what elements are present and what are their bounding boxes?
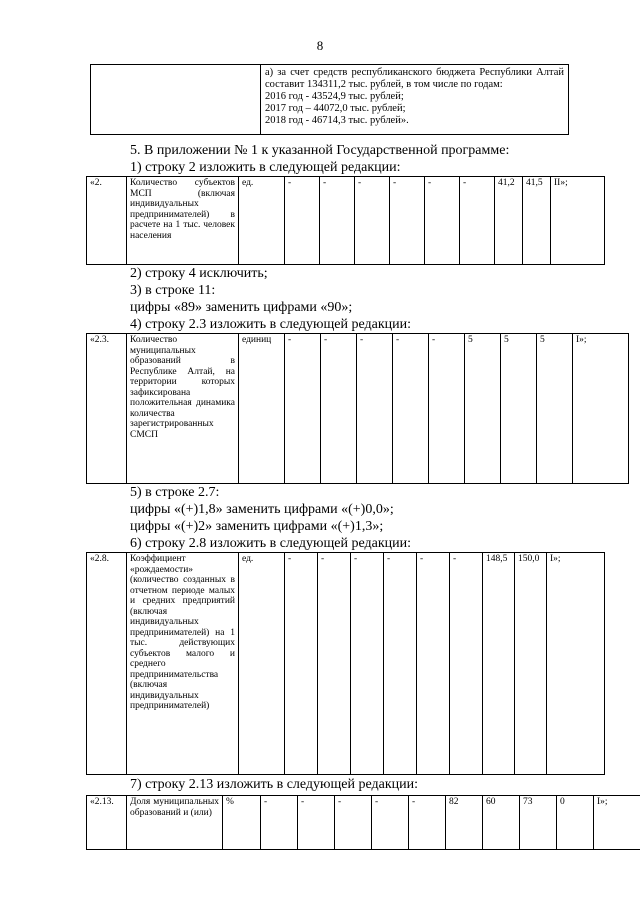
row-value: - (429, 334, 465, 484)
table-row-2 (86, 176, 605, 265)
row-value: - (409, 796, 446, 850)
text-line: цифры «(+)1,8» заменить цифрами «(+)0,0»; (130, 502, 394, 517)
text-line: 1) строку 2 изложить в следующей редакции: (130, 160, 401, 175)
row-last: I»; (573, 334, 629, 484)
row-value: 148,5 (483, 553, 515, 775)
row-name: Доля муниципальных образований и (или) (127, 796, 223, 850)
row-value: 5 (465, 334, 501, 484)
row-value: - (390, 177, 425, 265)
text-line: 2) строку 4 исключить; (130, 266, 268, 281)
row-value: 41,2 (495, 177, 523, 265)
page-number: 8 (316, 38, 324, 53)
row-value: 150,0 (515, 553, 547, 775)
row-value: 0 (557, 796, 594, 850)
row-value: - (261, 796, 298, 850)
intro-table (90, 64, 569, 135)
text-line: 5. В приложении № 1 к указанной Государственной программе: (130, 143, 510, 158)
row-unit: ед. (239, 553, 285, 775)
row-last: II»; (551, 177, 605, 265)
intro-line: 2018 год - 46714,3 тыс. рублей». (265, 115, 409, 126)
row-unit: ед. (239, 177, 285, 265)
row-value: - (355, 177, 390, 265)
row-value: - (393, 334, 429, 484)
row-number: «2.8. (87, 553, 127, 775)
row-value: 82 (446, 796, 483, 850)
row-name: Количество муниципальных образований в Республике Алтай, на территории которых зафиксирована положительная динамика количества зарегистрированных СМСП (127, 334, 239, 484)
row-number: «2.3. (87, 334, 127, 484)
row-name: Количество субъектов МСП (включая индивидуальных предпринимателей) в расчете на 1 тыс. человек населения (127, 177, 239, 265)
intro-line: а) за счет средств республиканского бюджета Республики Алтай составит 134311,2 тыс. рублей, в том числе по годам: (265, 67, 564, 90)
table-row-2-3 (86, 333, 629, 484)
intro-empty-cell (91, 65, 261, 135)
row-value: - (460, 177, 495, 265)
row-value: 41,5 (523, 177, 551, 265)
row-number: «2. (87, 177, 127, 265)
row-value: 60 (483, 796, 520, 850)
row-unit: % (223, 796, 261, 850)
row-value: - (425, 177, 460, 265)
row-value: - (318, 553, 351, 775)
row-last: I»; (594, 796, 640, 850)
row-value: - (335, 796, 372, 850)
row-value: - (285, 334, 321, 484)
row-value: - (372, 796, 409, 850)
row-value: - (285, 553, 318, 775)
row-value: - (298, 796, 335, 850)
row-value: - (384, 553, 417, 775)
row-value: - (285, 177, 320, 265)
row-value: - (320, 177, 355, 265)
row-number: «2.13. (87, 796, 127, 850)
row-value: 5 (537, 334, 573, 484)
row-value: - (357, 334, 393, 484)
row-value: - (351, 553, 384, 775)
row-last: I»; (547, 553, 605, 775)
row-unit: единиц (239, 334, 285, 484)
intro-line: 2017 год – 44072,0 тыс. рублей; (265, 103, 406, 114)
text-line: 5) в строке 2.7: (130, 485, 220, 500)
text-line: 7) строку 2.13 изложить в следующей редакции: (130, 777, 419, 792)
row-name: Коэффициент «рождаемости» (количество созданных в отчетном периоде малых и средних предприятий (включая индивидуальных предпринимателей) на 1 тыс. действующих субъектов малого и среднего предпринимательства (включая индивидуальных предпринимателей) (127, 553, 239, 775)
text-line: 3) в строке 11: (130, 283, 216, 298)
row-value: - (450, 553, 483, 775)
text-line: цифры «(+)2» заменить цифрами «(+)1,3»; (130, 519, 384, 534)
intro-text-cell (261, 65, 569, 135)
row-value: - (417, 553, 450, 775)
table-row-2-13 (86, 795, 640, 850)
text-line: цифры «89» заменить цифрами «90»; (130, 300, 353, 315)
row-value: 5 (501, 334, 537, 484)
text-line: 4) строку 2.3 изложить в следующей редакции: (130, 317, 412, 332)
text-line: 6) строку 2.8 изложить в следующей редакции: (130, 536, 412, 551)
table-row-2-8 (86, 552, 605, 775)
row-value: 73 (520, 796, 557, 850)
intro-line: 2016 год - 43524,9 тыс. рублей; (265, 91, 404, 102)
row-value: - (321, 334, 357, 484)
